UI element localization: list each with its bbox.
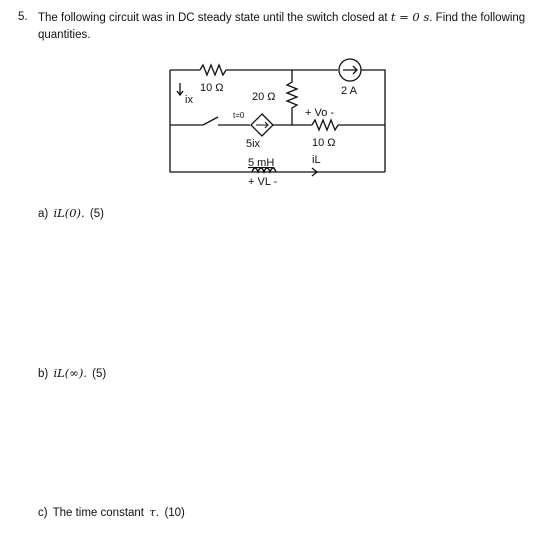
statement-math: t = 0 s: [390, 10, 430, 24]
wire-top-right: [361, 70, 385, 125]
resistor-middle: [287, 70, 297, 125]
problem-number: 5.: [18, 11, 28, 23]
question-a-math: iL(0).: [53, 206, 85, 220]
question-b-letter: b): [38, 368, 49, 380]
question-c-letter: c): [38, 507, 48, 519]
statement-post: . Find the following quantities.: [38, 12, 526, 41]
label-current-source: 2 A: [341, 85, 357, 97]
question-c-points: (10): [164, 507, 185, 519]
switch-blade: [203, 117, 218, 125]
label-dep-source: 5ix: [246, 138, 261, 150]
label-vo: + Vo -: [305, 107, 335, 119]
question-b: [38, 366, 108, 380]
ix-arrow: [177, 83, 183, 95]
question-c-text: The time constant: [52, 507, 144, 519]
circuit-diagram: [150, 55, 400, 195]
label-r-right: 10 Ω: [312, 137, 336, 149]
resistor-right: [312, 120, 338, 130]
problem-text: [38, 9, 533, 44]
resistor-top: [200, 65, 226, 75]
question-b-points: (5): [92, 368, 107, 380]
question-c: [38, 505, 187, 519]
label-il: iL: [312, 154, 321, 166]
question-c-math: τ.: [149, 505, 160, 519]
statement-pre: The following circuit was in DC steady state until the switch closed at: [38, 12, 388, 24]
label-r-middle: 20 Ω: [252, 91, 276, 103]
dependent-source-arrow: [256, 122, 268, 128]
question-a: [38, 206, 106, 220]
label-switch: t=0: [233, 111, 245, 120]
label-inductor: 5 mH: [248, 157, 275, 169]
label-ix: ix: [185, 94, 193, 106]
current-source-arrow: [343, 66, 357, 74]
question-a-points: (5): [89, 208, 104, 220]
question-a-letter: a): [38, 208, 49, 220]
question-b-math: iL(∞).: [53, 366, 87, 380]
label-r-top: 10 Ω: [200, 82, 224, 94]
label-vl: + VL -: [248, 176, 278, 188]
